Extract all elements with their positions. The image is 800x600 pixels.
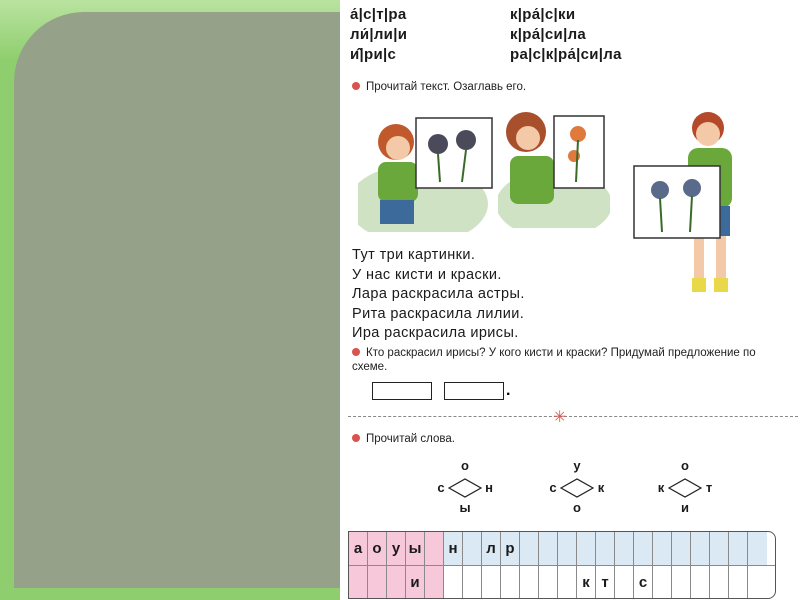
diamond-shape-icon xyxy=(668,478,702,498)
grid-cell xyxy=(520,532,539,565)
grid-cell xyxy=(634,532,653,565)
star-icon: ✳ xyxy=(553,409,567,426)
letter-grid-row-1 xyxy=(349,532,775,565)
grid-cell: т xyxy=(596,566,615,599)
textbook-page xyxy=(340,0,800,600)
letter-grid xyxy=(348,531,776,599)
diamond-left-letter: с xyxy=(549,480,557,495)
grid-cell xyxy=(691,566,710,599)
illustration-girl-asters xyxy=(358,104,498,232)
scheme-box-2 xyxy=(444,382,504,400)
grid-cell xyxy=(729,566,748,599)
grid-cell xyxy=(653,566,672,599)
scheme-period: . xyxy=(506,382,511,399)
syllable-krasila: к|ра́|си|ла xyxy=(510,26,587,43)
scheme-box-1 xyxy=(372,382,432,400)
illustration-girl-irises xyxy=(630,110,760,306)
task-bullet-icon xyxy=(352,82,360,90)
grid-cell: у xyxy=(387,532,406,565)
grid-cell xyxy=(748,566,767,599)
grid-cell: с xyxy=(634,566,653,599)
diamond-left-letter: к xyxy=(657,480,665,495)
grid-cell: а xyxy=(349,532,368,565)
grid-cell xyxy=(539,532,558,565)
grid-cell xyxy=(444,566,463,599)
grid-cell xyxy=(577,532,596,565)
grid-cell xyxy=(653,532,672,565)
story-line: Рита раскрасила лилии. xyxy=(352,305,525,322)
grid-cell xyxy=(463,566,482,599)
grid-cell xyxy=(748,532,767,565)
grid-cell xyxy=(558,532,577,565)
diamond-right-letter: н xyxy=(485,480,493,495)
grid-cell xyxy=(463,532,482,565)
diamond-top-letter: о xyxy=(681,458,689,473)
grid-cell xyxy=(729,532,748,565)
blank-panel xyxy=(14,12,344,588)
story-line: У нас кисти и краски. xyxy=(352,266,502,283)
grid-cell: ы xyxy=(406,532,425,565)
diamond-bottom-letter: и xyxy=(681,500,689,515)
diamond-shape-icon xyxy=(560,478,594,498)
grid-cell xyxy=(539,566,558,599)
diamond-shape-icon xyxy=(448,478,482,498)
grid-cell xyxy=(672,532,691,565)
story-line: Лара раскрасила астры. xyxy=(352,286,525,302)
grid-cell xyxy=(368,566,387,599)
grid-cell: к xyxy=(577,566,596,599)
grid-cell xyxy=(710,566,729,599)
grid-cell xyxy=(672,566,691,599)
story-text xyxy=(352,246,525,344)
diamond-right-letter: к xyxy=(597,480,605,495)
grid-cell xyxy=(387,566,406,599)
grid-cell: и xyxy=(406,566,425,599)
syllable-astra: а́|с|т|ра xyxy=(350,6,407,23)
story-line: Тут три картинки. xyxy=(352,247,476,263)
grid-cell xyxy=(482,566,501,599)
grid-cell xyxy=(349,566,368,599)
syllable-lilii: ли́|ли|и xyxy=(350,26,408,43)
grid-cell xyxy=(520,566,539,599)
grid-cell xyxy=(558,566,577,599)
syllable-iris: и̂|ри|с xyxy=(350,46,397,63)
syllable-kraski: к|ра́|с|ки xyxy=(510,6,576,23)
grid-cell xyxy=(425,532,444,565)
task-read-words-label: Прочитай слова. xyxy=(366,433,455,445)
grid-cell: н xyxy=(444,532,463,565)
grid-cell: р xyxy=(501,532,520,565)
diamond-bottom-letter: ы xyxy=(459,500,471,515)
task-question xyxy=(352,346,792,374)
task-read-text xyxy=(352,80,526,94)
grid-cell xyxy=(501,566,520,599)
task-bullet-icon xyxy=(352,434,360,442)
task-bullet-icon xyxy=(352,348,360,356)
grid-cell xyxy=(425,566,444,599)
grid-cell xyxy=(615,566,634,599)
diamond-top-letter: о xyxy=(461,458,469,473)
task-question-label: Кто раскрасил ирисы? У кого кисти и краски? Придумай предложение по схеме. xyxy=(352,347,756,373)
grid-cell xyxy=(615,532,634,565)
story-line: Ира раскрасила ирисы. xyxy=(352,325,519,341)
illustration-girl-lilies xyxy=(498,104,610,228)
diamond-left-letter: с xyxy=(437,480,445,495)
section-divider xyxy=(348,416,798,417)
task-read-text-label: Прочитай текст. Озаглавь его. xyxy=(366,81,527,93)
grid-cell: о xyxy=(368,532,387,565)
grid-cell xyxy=(691,532,710,565)
diamond-bottom-letter: о xyxy=(573,500,581,515)
grid-cell: л xyxy=(482,532,501,565)
letter-grid-row-2 xyxy=(349,565,775,599)
diamond-top-letter: у xyxy=(573,458,581,473)
grid-cell xyxy=(596,532,615,565)
syllable-raskrasila: ра|с|к|ра́|си|ла xyxy=(510,46,622,63)
task-read-words xyxy=(352,432,455,446)
diamond-right-letter: т xyxy=(705,480,713,495)
grid-cell xyxy=(710,532,729,565)
